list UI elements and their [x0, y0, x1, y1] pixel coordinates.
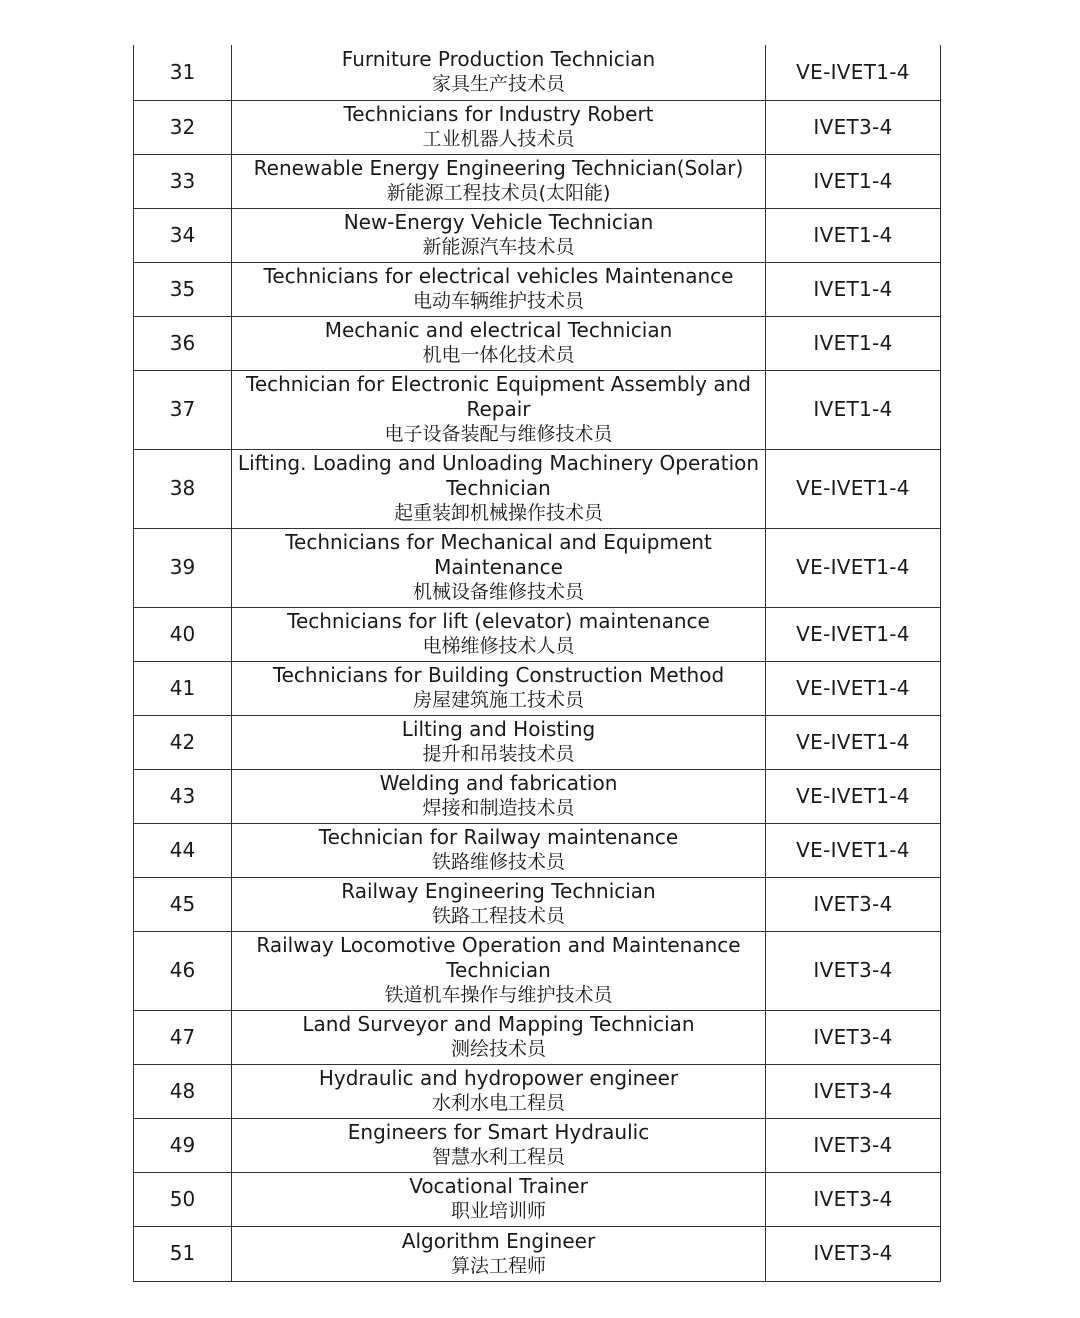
table-row [134, 1226, 941, 1281]
program-level: VE-IVET1-4 [766, 715, 941, 769]
program-level: VE-IVET1-4 [766, 607, 941, 661]
program-title-en: Technician for Railway maintenance [318, 825, 679, 849]
row-number: 31 [134, 45, 232, 100]
program-level: IVET1-4 [766, 370, 941, 449]
program-level: VE-IVET1-4 [766, 823, 941, 877]
row-number: 36 [134, 316, 232, 370]
program-title-zh: 房屋建筑施工技术员 [412, 689, 584, 711]
row-number: 42 [134, 715, 232, 769]
program-title-zh: 水利水电工程员 [431, 1092, 565, 1114]
program-title-zh: 电梯维修技术人员 [422, 635, 575, 657]
program-title-zh: 机械设备维修技术员 [412, 581, 584, 603]
program-level: IVET1-4 [766, 154, 941, 208]
row-number: 51 [134, 1226, 232, 1281]
row-number: 44 [134, 823, 232, 877]
program-title-cell [232, 877, 766, 931]
program-title-cell [232, 100, 766, 154]
program-title-zh: 铁道机车操作与维护技术员 [384, 984, 613, 1006]
program-title-zh: 工业机器人技术员 [422, 128, 575, 150]
row-number: 50 [134, 1172, 232, 1226]
table-row [134, 1064, 941, 1118]
row-number: 39 [134, 528, 232, 607]
program-title-zh: 提升和吊装技术员 [422, 743, 575, 765]
program-level: IVET1-4 [766, 316, 941, 370]
program-title-en: Hydraulic and hydropower engineer [318, 1066, 679, 1090]
program-title-en: Welding and fabrication [379, 771, 618, 795]
program-title-zh: 起重装卸机械操作技术员 [393, 502, 603, 524]
program-title-zh: 机电一体化技术员 [422, 344, 575, 366]
program-title-cell [232, 715, 766, 769]
row-number: 35 [134, 262, 232, 316]
programs-table [133, 45, 941, 1282]
program-title-cell [232, 45, 766, 100]
table-row [134, 316, 941, 370]
table-row [134, 877, 941, 931]
table-row [134, 262, 941, 316]
program-title-en: Vocational Trainer [409, 1174, 588, 1198]
programs-table-body [134, 45, 941, 1281]
row-number: 48 [134, 1064, 232, 1118]
program-title-en: Railway Locomotive Operation and Maintenance Technician [256, 933, 741, 982]
program-title-cell [232, 316, 766, 370]
program-level: IVET1-4 [766, 262, 941, 316]
table-row [134, 661, 941, 715]
table-row [134, 208, 941, 262]
row-number: 41 [134, 661, 232, 715]
row-number: 49 [134, 1118, 232, 1172]
row-number: 32 [134, 100, 232, 154]
program-level: VE-IVET1-4 [766, 769, 941, 823]
table-row [134, 1010, 941, 1064]
program-title-zh: 焊接和制造技术员 [422, 797, 575, 819]
table-row [134, 715, 941, 769]
table-row [134, 1118, 941, 1172]
row-number: 47 [134, 1010, 232, 1064]
row-number: 46 [134, 931, 232, 1010]
program-title-cell [232, 769, 766, 823]
row-number: 45 [134, 877, 232, 931]
program-level: VE-IVET1-4 [766, 528, 941, 607]
program-level: VE-IVET1-4 [766, 449, 941, 528]
program-level: IVET1-4 [766, 208, 941, 262]
table-row [134, 1172, 941, 1226]
program-title-cell [232, 528, 766, 607]
program-title-cell [232, 208, 766, 262]
program-title-cell [232, 661, 766, 715]
program-title-en: Engineers for Smart Hydraulic [347, 1120, 650, 1144]
program-level: IVET3-4 [766, 100, 941, 154]
program-level: IVET3-4 [766, 1226, 941, 1281]
row-number: 33 [134, 154, 232, 208]
program-title-en: Mechanic and electrical Technician [324, 318, 673, 342]
program-title-zh: 算法工程师 [450, 1254, 546, 1277]
program-title-en: Algorithm Engineer [401, 1228, 596, 1253]
row-number: 38 [134, 449, 232, 528]
program-title-en: Technicians for Mechanical and Equipment Maintenance [285, 530, 712, 579]
program-title-cell [232, 823, 766, 877]
program-title-en: Furniture Production Technician [341, 47, 656, 72]
row-number: 37 [134, 370, 232, 449]
row-number: 43 [134, 769, 232, 823]
program-title-cell [232, 1118, 766, 1172]
table-row [134, 607, 941, 661]
program-title-en: Land Surveyor and Mapping Technician [302, 1012, 695, 1036]
program-title-en: Renewable Energy Engineering Technician(Solar) [253, 156, 744, 180]
program-level: VE-IVET1-4 [766, 45, 941, 100]
program-title-en: Technicians for lift (elevator) maintenance [287, 609, 710, 633]
program-level: VE-IVET1-4 [766, 661, 941, 715]
table-row [134, 823, 941, 877]
table-row [134, 100, 941, 154]
program-title-en: Technicians for Building Construction Method [272, 663, 725, 687]
program-level: IVET3-4 [766, 877, 941, 931]
program-title-zh: 新能源工程技术员(太阳能) [386, 182, 611, 204]
program-title-cell [232, 1226, 766, 1281]
program-title-en: Technician for Electronic Equipment Assembly and Repair [246, 372, 751, 421]
program-level: IVET3-4 [766, 1172, 941, 1226]
program-title-en: Lifting. Loading and Unloading Machinery Operation Technician [237, 451, 760, 500]
program-title-cell [232, 449, 766, 528]
program-title-cell [232, 1064, 766, 1118]
program-title-zh: 铁路维修技术员 [431, 851, 565, 873]
program-title-cell [232, 262, 766, 316]
program-title-zh: 新能源汽车技术员 [422, 236, 575, 258]
program-title-en: Technicians for electrical vehicles Maintenance [263, 264, 734, 288]
table-row [134, 370, 941, 449]
program-title-zh: 测绘技术员 [450, 1038, 546, 1060]
program-title-cell [232, 154, 766, 208]
table-row [134, 449, 941, 528]
program-title-zh: 智慧水利工程员 [431, 1146, 565, 1168]
program-level: IVET3-4 [766, 1118, 941, 1172]
table-row [134, 769, 941, 823]
program-title-cell [232, 931, 766, 1010]
table-row [134, 154, 941, 208]
program-title-zh: 电动车辆维护技术员 [412, 290, 584, 312]
program-title-zh: 家具生产技术员 [431, 73, 565, 96]
row-number: 34 [134, 208, 232, 262]
program-title-zh: 铁路工程技术员 [431, 905, 565, 927]
program-title-cell [232, 1010, 766, 1064]
program-title-en: Railway Engineering Technician [341, 879, 656, 903]
program-level: IVET3-4 [766, 931, 941, 1010]
table-row [134, 528, 941, 607]
program-title-cell [232, 1172, 766, 1226]
program-title-en: Lilting and Hoisting [401, 717, 596, 741]
table-row [134, 45, 941, 100]
program-title-zh: 电子设备装配与维修技术员 [384, 423, 613, 445]
program-title-cell [232, 607, 766, 661]
program-level: IVET3-4 [766, 1064, 941, 1118]
program-level: IVET3-4 [766, 1010, 941, 1064]
table-row [134, 931, 941, 1010]
row-number: 40 [134, 607, 232, 661]
program-title-cell [232, 370, 766, 449]
program-title-en: New-Energy Vehicle Technician [343, 210, 654, 234]
program-title-zh: 职业培训师 [450, 1200, 546, 1222]
program-title-en: Technicians for Industry Robert [343, 102, 654, 126]
